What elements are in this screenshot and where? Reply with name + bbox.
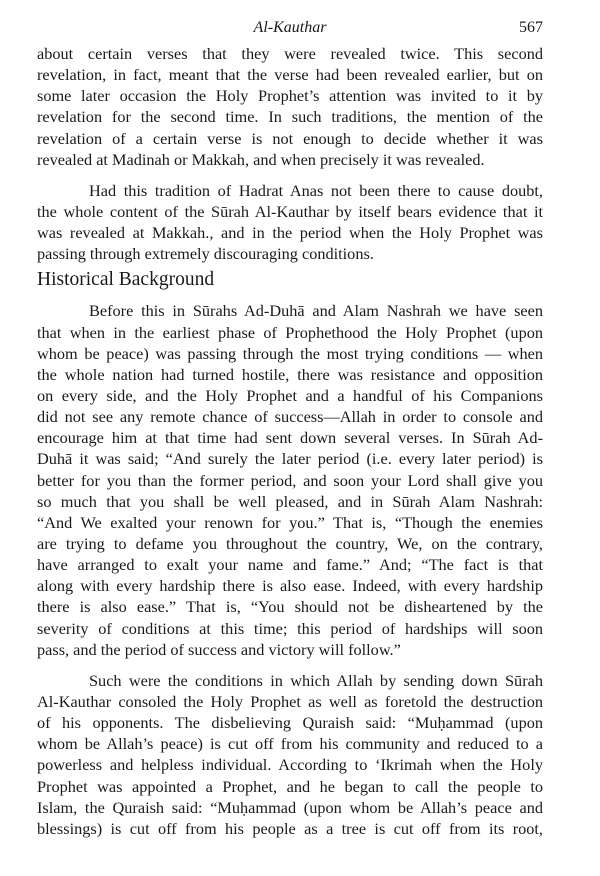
text-line: Prophet was appointed a Prophet, and he began to call the people to xyxy=(37,776,543,796)
text-line: whom be Allah’s peace) is cut off from his community and reduced to a xyxy=(37,734,543,754)
text-line: the whole nation had turned hostile, there was resistance and opposition xyxy=(37,364,543,384)
paragraph xyxy=(37,180,543,265)
text-line: there is also ease.” That is, “You should not be disheartened by the xyxy=(37,597,543,617)
text-line: about certain verses that they were revealed twice. This second xyxy=(37,44,543,63)
text-line: blessings) is cut off from his people as a tree is cut off from its root, xyxy=(37,818,543,838)
text-line: Islam, the Quraish said: “Muḥammad (upon whom be Allah’s peace and xyxy=(37,797,543,817)
text-line: revelation, in fact, meant that the verse had been revealed earlier, but on xyxy=(37,65,543,85)
text-line: some later occasion the Holy Prophet’s attention was invited to it by xyxy=(37,86,543,106)
paragraph-gap xyxy=(37,660,543,670)
text-line: revelation of a certain verse is not enough to decide whether it was xyxy=(37,128,543,148)
text-line: so much that you shall be well pleased, and in Sūrah Alam Nashrah: xyxy=(37,491,543,511)
text-line: Al-Kauthar consoled the Holy Prophet as well as foretold the destruction xyxy=(37,691,543,711)
text-line: did not see any remote chance of success—Allah in order to console and xyxy=(37,407,543,427)
text-line: encourage him at that time had sent down several verses. In Sūrah Ad- xyxy=(37,428,543,448)
text-line: better for you than the former period, and soon your Lord shall give you xyxy=(37,470,543,490)
text-line: whom be peace) was passing through the most trying conditions — when xyxy=(37,343,543,363)
text-line: Duhā it was said; “And surely the later period (i.e. every later period) is xyxy=(37,449,543,469)
text-line: severity of conditions at this time; this period of hardships will soon xyxy=(37,618,543,638)
text-line: on every side, and the Holy Prophet and a handful of his Companions xyxy=(37,385,543,405)
paragraph xyxy=(37,670,543,839)
text-line: revealed at Madinah or Makkah, and when precisely it was revealed. xyxy=(37,149,485,169)
text-line: powerless and helpless individual. According to ‘Ikrimah when the Holy xyxy=(37,755,543,775)
text-line: that when in the earliest phase of Prophethood the Holy Prophet (upon xyxy=(37,322,543,342)
text-line: “And We exalted your renown for you.” That is, “Though the enemies xyxy=(37,512,543,532)
text-line: along with every hardship there is also ease. Indeed, with every hardship xyxy=(37,576,543,596)
text-line: the whole content of the Sūrah Al-Kauthar by itself bears evidence that it xyxy=(37,201,543,221)
text-line: Had this tradition of Hadrat Anas not been there to cause doubt, xyxy=(89,180,543,200)
running-title: Al-Kauthar xyxy=(253,19,327,36)
text-line: Before this in Sūrahs Ad-Duhā and Alam Nashrah we have seen xyxy=(89,301,543,321)
text-line: Such were the conditions in which Allah by sending down Sūrah xyxy=(89,670,543,690)
section-heading: Historical Background xyxy=(37,269,215,291)
text-line: passing through extremely discouraging conditions. xyxy=(37,244,374,264)
text-line: pass, and the period of success and victory will follow.” xyxy=(37,639,401,659)
paragraph xyxy=(37,43,543,170)
text-line: revelation for the second time. In such traditions, the mention of the xyxy=(37,107,543,127)
text-line: was revealed at Makkah., and in the period when the Holy Prophet was xyxy=(37,223,543,243)
page-number: 567 xyxy=(519,19,543,36)
running-header xyxy=(37,19,543,41)
paragraph xyxy=(37,300,543,659)
text-line: have arranged to exalt your name and fame.” And; “The fact is that xyxy=(37,555,543,575)
paragraph-gap xyxy=(37,170,543,180)
page-body xyxy=(37,43,543,839)
text-line: are trying to defame you throughout the country, We, on the contrary, xyxy=(37,533,543,553)
text-line: of his opponents. The disbelieving Quraish said: “Muḥammad (upon xyxy=(37,713,543,733)
